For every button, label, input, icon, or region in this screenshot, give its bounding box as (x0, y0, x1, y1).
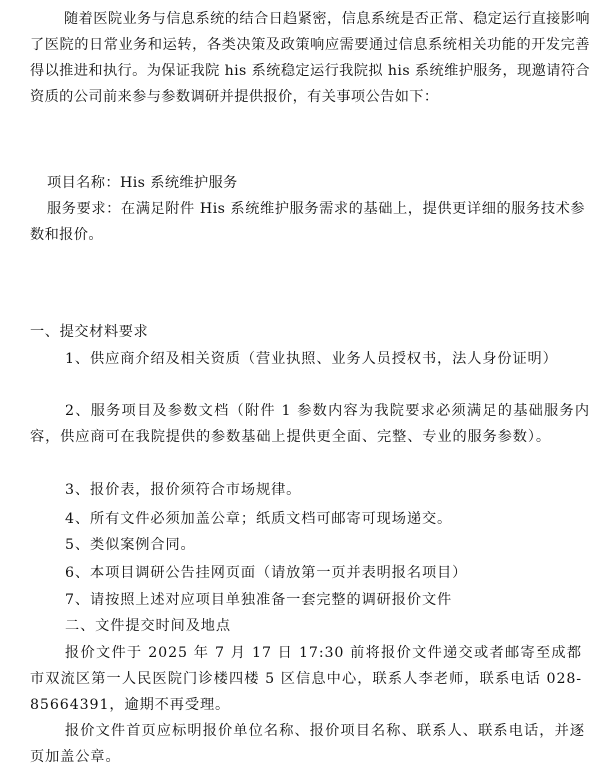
list-item: 5、类似案例合同。 (65, 537, 196, 553)
deadline-paragraph: 报价文件于 2025 年 7 月 17 日 17:30 前将报价文件递交或者邮寄至成都市双流区第一人民医院门诊楼四楼 5 区信息中心，联系人李老师，联系电话 028-85664391，逾期不再受理。 (30, 645, 582, 713)
list-item: 4、所有文件必须加盖公章；纸质文档可邮寄可现场递交。 (65, 511, 453, 527)
service-requirement-paragraph: 服务要求：在满足附件 His 系统维护服务需求的基础上，提供更详细的服务技术参数和报价。 (30, 201, 585, 243)
list-item: 3、报价表，报价须符合市场规律。 (65, 482, 302, 498)
cover-page-paragraph: 报价文件首页应标明报价单位名称、报价项目名称、联系人、联系电话，并逐页加盖公章。 (30, 723, 585, 765)
list-item: 6、本项目调研公告挂网页面（请放第一页并表明报名项目） (65, 565, 468, 581)
section-heading-submission-materials: 一、提交材料要求 (30, 324, 149, 340)
intro-paragraph: 随着医院业务与信息系统的结合日趋紧密，信息系统是否正常、稳定运行直接影响了医院的日常业务和运转，各类决策及政策响应需要通过信息系统相关功能的开发完善得以推进和执行。为保证我院 his 系统稳定运行我院拟 his 系统维护服务，现邀请符合资质的公司前来参与参数调研并提供报价，有关事项公告如下： (30, 11, 590, 105)
project-name-line: 项目名称：His 系统维护服务 (47, 175, 238, 191)
section-heading-submission-time-place: 二、文件提交时间及地点 (65, 618, 231, 634)
list-item: 2、服务项目及参数文档（附件 1 参数内容为我院要求必须满足的基础服务内容，供应商可在我院提供的参数基础上提供更全面、完整、专业的服务参数）。 (30, 403, 590, 445)
list-item: 1、供应商介绍及相关资质（营业执照、业务人员授权书，法人身份证明） (65, 351, 558, 367)
list-item: 7、请按照上述对应项目单独准备一套完整的调研报价文件 (65, 592, 453, 608)
